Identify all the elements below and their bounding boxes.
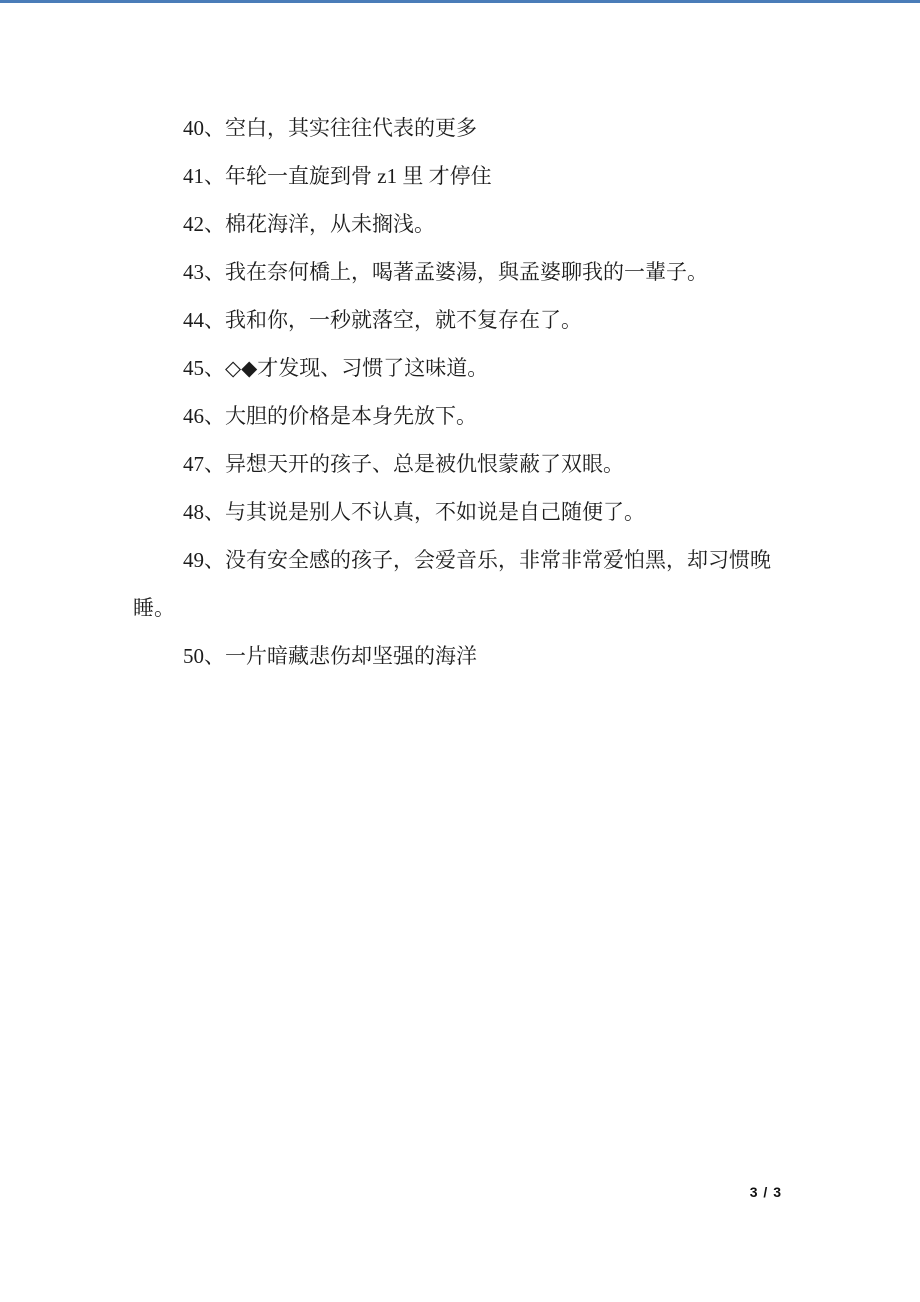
quote-item — [133, 248, 823, 296]
quote-line: 46、大胆的价格是本身先放下。 — [183, 404, 477, 428]
quote-item — [133, 440, 823, 488]
quote-line: 睡。 — [133, 596, 175, 620]
quote-item — [133, 488, 823, 536]
quote-item — [133, 392, 823, 440]
quote-item — [133, 152, 823, 200]
quote-line: 48、与其说是别人不认真，不如说是自己随便了。 — [183, 500, 645, 524]
quote-line: 45、◇◆才发现、习惯了这味道。 — [183, 356, 489, 380]
quote-line: 49、没有安全感的孩子，会爱音乐，非常非常爱怕黑，却习惯晚 — [183, 548, 771, 572]
quote-line: 47、异想天开的孩子、总是被仇恨蒙蔽了双眼。 — [183, 452, 624, 476]
top-accent-bar — [0, 0, 920, 3]
quote-line: 40、空白，其实往往代表的更多 — [183, 116, 477, 140]
quote-list — [133, 104, 823, 680]
page-number-indicator: 3 / 3 — [749, 1184, 782, 1200]
quote-line: 50、一片暗藏悲伤却坚强的海洋 — [183, 644, 477, 668]
quote-line: 42、棉花海洋，从未搁浅。 — [183, 212, 435, 236]
quote-line: 43、我在奈何橋上，喝著孟婆湯，與孟婆聊我的一輩子。 — [183, 260, 708, 284]
quote-item — [133, 344, 823, 392]
quote-item — [133, 296, 823, 344]
quote-item — [133, 200, 823, 248]
quote-item — [133, 104, 823, 152]
quote-line: 44、我和你，一秒就落空，就不复存在了。 — [183, 308, 582, 332]
quote-line: 41、年轮一直旋到骨 z1 里 才停住 — [183, 164, 492, 188]
quote-item — [133, 632, 823, 680]
quote-item — [133, 536, 823, 632]
